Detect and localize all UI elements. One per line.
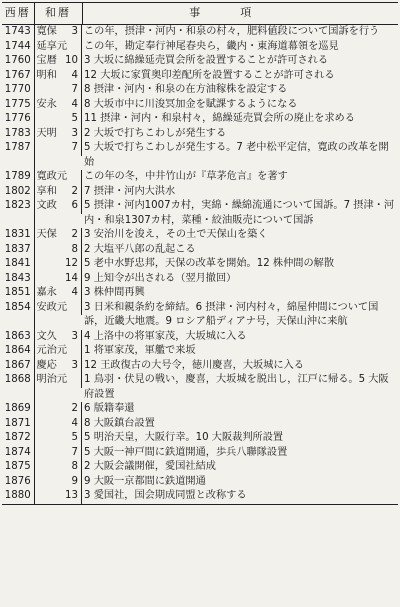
row-year: 1871 — [2, 417, 34, 432]
chronology-table — [2, 2, 398, 505]
row-era — [35, 359, 83, 374]
row-era — [35, 228, 83, 243]
row-era-name: 安永 — [36, 98, 57, 110]
row-era-name: 寛政元 — [36, 171, 68, 182]
table-row — [2, 257, 398, 272]
row-era-number: 2 — [71, 185, 78, 197]
table-row — [2, 25, 398, 40]
row-events: 3 大坂に綿繰延売買会所を設置することが許可される — [84, 55, 329, 66]
row-events: 8 大坂市中に川浚冥加金を賦課するようになる — [84, 98, 298, 110]
row-events: 12 王政復古の大号令，徳川慶喜，大坂城に入る — [84, 359, 304, 371]
row-year: 1863 — [2, 330, 34, 345]
row-year: 1787 — [2, 141, 34, 170]
row-era-name: 明治元 — [36, 374, 68, 385]
row-events: 1 鳥羽・伏見の戦い，慶喜，大坂城を脱出し，江戸に帰る。5 大阪府設置 — [84, 374, 389, 400]
row-events: 8 大阪鎮台設置 — [84, 417, 155, 429]
row-era — [35, 373, 83, 388]
row-year: 1743 — [2, 25, 34, 40]
row-era-number: 4 — [71, 98, 78, 110]
table-row — [2, 98, 398, 113]
table-row — [2, 127, 398, 142]
row-era — [35, 112, 83, 127]
table-row — [2, 489, 398, 505]
row-era — [35, 446, 83, 461]
row-events: 3 愛国社，国会期成同盟と改称する — [82, 489, 398, 505]
row-events: この年，摂津・河内・和泉の村々，肥料値段について国訴を行う — [84, 26, 380, 37]
header-year: 西暦 — [2, 3, 34, 25]
table-row — [2, 475, 398, 490]
row-era — [35, 417, 83, 432]
row-era — [35, 199, 83, 214]
row-era — [35, 185, 83, 200]
row-year: 1776 — [2, 112, 34, 127]
table-row — [2, 301, 398, 330]
row-era — [35, 431, 83, 446]
row-year: 1864 — [2, 344, 34, 359]
row-year: 1841 — [2, 257, 34, 272]
table-row — [2, 170, 398, 185]
row-era — [35, 243, 83, 258]
row-era-number: 7 — [71, 142, 78, 153]
row-events: 12 大坂に家質奥印差配所を設置することが許可される — [84, 69, 335, 81]
row-year: 1783 — [2, 127, 34, 142]
row-events: 3 株仲間再興 — [84, 287, 145, 298]
row-era — [35, 141, 83, 156]
row-era-name: 文久 — [36, 330, 57, 342]
row-era-number: 3 — [71, 330, 78, 342]
table-row — [2, 185, 398, 200]
row-year: 1851 — [2, 286, 34, 301]
row-year: 1843 — [2, 272, 34, 287]
row-era — [35, 489, 83, 505]
row-events: 11 摂津・河内・和泉村々，綿繰延売買会所の廃止を求める — [84, 113, 355, 124]
row-era — [35, 257, 83, 272]
row-events: 5 大坂で打ちこわしが発生する。7 老中松平定信，寛政の改革を開始 — [84, 142, 389, 168]
row-era-name: 元治元 — [36, 345, 68, 356]
table-row — [2, 228, 398, 243]
table-row — [2, 402, 398, 417]
row-era — [35, 460, 83, 475]
row-era-number: 7 — [71, 446, 78, 458]
row-era-name: 安政元 — [36, 301, 68, 313]
table-row — [2, 243, 398, 258]
table-row — [2, 344, 398, 359]
row-era-number: 13 — [65, 490, 78, 501]
row-era-number: 5 — [71, 113, 78, 124]
row-era — [35, 170, 83, 185]
table-header — [2, 3, 398, 25]
row-events: 5 明治天皇，大阪行幸。10 大阪裁判所設置 — [84, 432, 284, 443]
row-events: 9 大阪一京都間に鉄道開通 — [84, 475, 206, 487]
table-row — [2, 69, 398, 84]
row-era-number: 5 — [71, 432, 78, 443]
row-year: 1880 — [2, 489, 34, 505]
row-era-name: 宝暦 — [36, 55, 57, 66]
row-era-number: 2 — [71, 229, 78, 240]
table-row — [2, 272, 398, 287]
row-events: 9 上知令が出される（翌月撤回） — [84, 272, 237, 284]
row-events: この年，勘定奉行神尾春央ら，畿内・東海道幕領を巡見 — [84, 40, 339, 52]
table-row — [2, 460, 398, 475]
header-events: 事項 — [82, 3, 398, 25]
row-era-number: 4 — [71, 69, 78, 81]
row-year: 1767 — [2, 69, 34, 84]
row-era-number: 12 — [65, 258, 78, 269]
row-era-number: 4 — [71, 417, 78, 429]
row-year: 1874 — [2, 446, 34, 461]
row-era — [35, 272, 83, 287]
row-year: 1872 — [2, 431, 34, 446]
table-row — [2, 359, 398, 374]
row-events: 1 将軍家茂，軍艦で来坂 — [84, 345, 196, 356]
row-year: 1876 — [2, 475, 34, 490]
row-era — [35, 402, 83, 417]
row-era-name: 明和 — [36, 69, 57, 81]
row-events: 2 大坂で打ちこわしが発生する — [84, 127, 227, 139]
row-events: 8 摂津・河内・和泉の在方油稼株を設定する — [84, 84, 288, 95]
row-era — [35, 98, 83, 113]
row-era — [35, 40, 83, 55]
table-row — [2, 446, 398, 461]
row-era-number: 8 — [71, 461, 78, 472]
row-era — [35, 344, 83, 359]
row-era-number: 9 — [71, 475, 78, 487]
row-era-name: 天明 — [36, 127, 57, 139]
row-era — [35, 286, 83, 301]
row-year: 1868 — [2, 373, 34, 402]
row-events: 2 大阪会議開催，愛国社結成 — [84, 461, 216, 472]
row-events: 3 日米和親条約を締結。6 摂津・河内村々，綿屋仲間について国訴，近畿大地震。9 ロシア船ディアナ号，天保山沖に来航 — [84, 301, 379, 327]
row-era-name: 享和 — [36, 185, 57, 197]
row-era — [35, 69, 83, 84]
row-year: 1802 — [2, 185, 34, 200]
row-year: 1775 — [2, 98, 34, 113]
header-era: 和暦 — [34, 3, 82, 25]
row-era — [35, 25, 83, 40]
row-era-name: 文政 — [36, 200, 57, 211]
row-year: 1831 — [2, 228, 34, 243]
table-row — [2, 141, 398, 170]
row-year: 1744 — [2, 40, 34, 55]
row-era — [35, 54, 83, 69]
row-era-name: 寛保 — [36, 26, 57, 37]
row-year: 1770 — [2, 83, 34, 98]
table-row — [2, 330, 398, 345]
row-era-number: 7 — [71, 84, 78, 95]
table-row — [2, 417, 398, 432]
row-year: 1789 — [2, 170, 34, 185]
row-year: 1867 — [2, 359, 34, 374]
table-row — [2, 199, 398, 228]
table-row — [2, 83, 398, 98]
table-row — [2, 286, 398, 301]
row-era — [35, 127, 83, 142]
table-row — [2, 54, 398, 69]
row-year: 1823 — [2, 199, 34, 228]
row-year: 1869 — [2, 402, 34, 417]
row-events: 5 摂津・河内1007カ村，実綿・繰綿流通について国訴。7 摂津・河内・和泉1307カ村，菜種・絞油販売について国訴 — [84, 200, 395, 226]
row-era-number: 3 — [71, 26, 78, 37]
row-events: 2 大塩平八郎の乱起こる — [84, 243, 196, 255]
row-era-number: 8 — [71, 243, 78, 255]
table-row — [2, 431, 398, 446]
row-events: 5 老中水野忠邦，天保の改革を開始。12 株仲間の解散 — [84, 258, 335, 269]
row-era-number: 14 — [65, 272, 78, 284]
table-row — [2, 373, 398, 402]
row-events: 4 上洛中の将軍家茂，大坂城に入る — [84, 330, 247, 342]
row-era — [35, 475, 83, 490]
table-row — [2, 112, 398, 127]
row-era-number: 2 — [71, 403, 78, 414]
row-events: 7 摂津・河内大洪水 — [84, 185, 176, 197]
row-year: 1854 — [2, 301, 34, 330]
row-events: 3 安治川を浚え，その土で天保山を築く — [84, 229, 268, 240]
row-events: 6 版籍奉還 — [84, 403, 135, 414]
row-year: 1837 — [2, 243, 34, 258]
row-era — [35, 301, 83, 316]
row-era-number: 10 — [65, 55, 78, 66]
row-era-number: 3 — [71, 359, 78, 371]
row-year: 1760 — [2, 54, 34, 69]
row-era-name: 嘉永 — [36, 287, 57, 298]
row-era — [35, 83, 83, 98]
row-year: 1875 — [2, 460, 34, 475]
row-era-name: 慶応 — [36, 359, 57, 371]
row-era-name: 天保 — [36, 229, 57, 240]
row-era-name: 延享元 — [36, 40, 68, 52]
row-events: 5 大阪一神戸間に鉄道開通，歩兵八聯隊設置 — [84, 446, 288, 458]
row-era-number: 4 — [71, 287, 78, 298]
row-events: この年の冬，中井竹山が『草茅危言』を著す — [84, 171, 288, 182]
table-row — [2, 40, 398, 55]
row-era-number: 6 — [71, 200, 78, 211]
row-era — [35, 330, 83, 345]
row-era-number: 3 — [71, 127, 78, 139]
